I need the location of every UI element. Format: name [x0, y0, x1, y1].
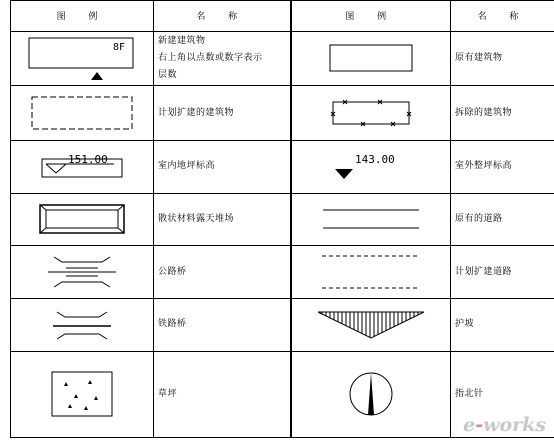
legend-name: 护坡 [451, 298, 554, 351]
open-storage-yard-symbol [38, 203, 126, 235]
name-line: 右上角以点数或数字表示 [158, 52, 263, 63]
legend-table [10, 0, 554, 438]
highway-bridge-symbol [48, 254, 116, 290]
elevation-value: 143.00 [354, 152, 395, 166]
existing-building-symbol [326, 42, 416, 74]
header-legend-1: 图 例 [11, 1, 154, 32]
header-legend-2: 图 例 [291, 1, 451, 32]
legend-row [11, 141, 554, 194]
planned-road-symbol [320, 252, 422, 292]
elevation-value: 151.00 [68, 152, 108, 166]
legend-row [11, 86, 554, 141]
demolished-building-symbol [323, 96, 419, 130]
outdoor-ground-elevation-symbol [321, 151, 421, 183]
new-building-symbol [27, 36, 137, 80]
header-name-2: 名 称 [451, 1, 554, 32]
floor-count-label: 8F [113, 42, 126, 54]
railway-bridge-symbol [53, 308, 111, 342]
legend-name: 计划扩建的建筑物 [154, 86, 291, 141]
indoor-floor-elevation-symbol [40, 153, 124, 181]
planned-building-symbol [30, 95, 134, 131]
legend-name: 草坪 [154, 351, 291, 437]
name-line: 新建建筑物 [158, 35, 206, 46]
legend-row [11, 31, 554, 86]
elevation-triangle-icon [335, 169, 353, 179]
legend-name: 指北针 [451, 351, 554, 437]
header-row [11, 1, 554, 32]
legend-name: 原有的道路 [451, 193, 554, 246]
legend-name: 计划扩建道路 [451, 246, 554, 299]
legend-name: 室内地坪标高 [154, 141, 291, 194]
legend-name: 公路桥 [154, 246, 291, 299]
header-name-1: 名 称 [154, 1, 291, 32]
legend-row [11, 298, 554, 351]
watermark-logo: e-works [463, 414, 546, 436]
lawn-symbol [50, 370, 114, 418]
existing-road-symbol [321, 206, 421, 232]
legend-row [11, 193, 554, 246]
legend-name: 铁路桥 [154, 298, 291, 351]
entrance-triangle-icon [91, 72, 103, 80]
slope-protection-symbol [316, 308, 426, 342]
legend-row [11, 246, 554, 299]
legend-name: 拆除的建筑物 [451, 86, 554, 141]
legend-name: 室外整坪标高 [451, 141, 554, 194]
legend-name: 原有建筑物 [451, 31, 554, 86]
north-arrow-icon [349, 370, 393, 418]
legend-name: 散状材料露天堆场 [154, 193, 291, 246]
name-line: 层数 [158, 69, 178, 80]
grass-tuft-icon [64, 380, 98, 410]
